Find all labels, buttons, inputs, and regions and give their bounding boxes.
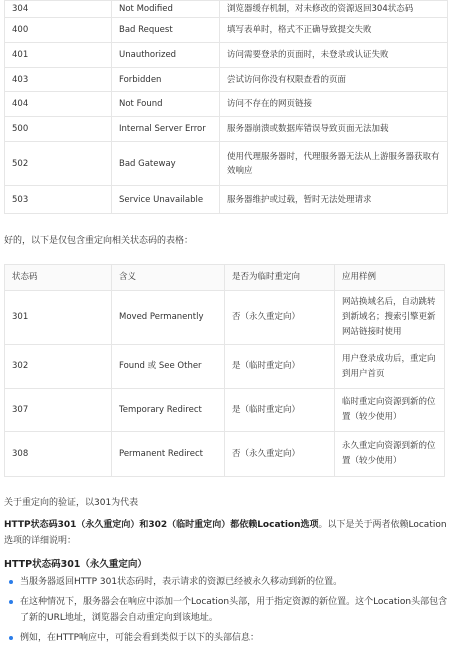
table-cell: Found 或 See Other [112,345,225,389]
paragraph-redirect-verification: 关于重定向的验证，以301为代表 [4,498,139,508]
table-cell: 302 [5,345,112,389]
table-row [5,389,445,432]
table-cell: 用户登录成功后，重定向到用户首页 [335,345,445,389]
table-cell: 503 [5,186,112,214]
table-row [5,18,448,43]
table-cell: 网站换域名后，自动跳转到新域名；搜索引擎更新网站链接时使用 [335,291,445,345]
table-row [5,142,448,186]
table-row [5,432,445,477]
table-cell: Unauthorized [112,43,220,68]
table-cell: Not Found [112,92,220,117]
column-header: 含义 [112,265,225,291]
table-cell: 是（临时重定向） [225,345,335,389]
paragraph-location-dependency [4,517,450,549]
table-cell: 访问需要登录的页面时，未登录或认证失败 [220,43,448,68]
bold-text: HTTP状态码301（永久重定向）和302（临时重定向）都依赖Location选项 [4,520,319,530]
table-cell: 502 [5,142,112,186]
status-code-table [4,0,448,214]
table-cell: 填写表单时，格式不正确导致提交失败 [220,18,448,43]
table-cell: 403 [5,68,112,92]
table-cell: 308 [5,432,112,477]
table-cell: 404 [5,92,112,117]
column-header: 是否为临时重定向 [225,265,335,291]
table-cell: 浏览器缓存机制，对未修改的资源返回304状态码 [220,1,448,18]
table-row [5,117,448,142]
table-row [5,43,448,68]
table-cell: 500 [5,117,112,142]
section-heading-301: HTTP状态码301（永久重定向） [4,559,147,570]
table-row [5,186,448,214]
table-cell: 临时重定向资源到新的位置（较少使用） [335,389,445,432]
redirect-table [4,264,445,477]
table-cell: 301 [5,291,112,345]
table-cell: Temporary Redirect [112,389,225,432]
table-cell: Not Modified [112,1,220,18]
table-cell: 否（永久重定向） [225,291,335,345]
table-row [5,1,448,18]
table-row [5,291,445,345]
table-cell: 使用代理服务器时，代理服务器无法从上游服务器获取有效响应 [220,142,448,186]
table-cell: 尝试访问你没有权限查看的页面 [220,68,448,92]
table-cell: 服务器维护或过载，暂时无法处理请求 [220,186,448,214]
table-cell: 是（临时重定向） [225,389,335,432]
paragraph-text: 。以下是关于两者依赖Location选项的详细说明： [4,520,447,546]
table-header-row [5,265,445,291]
bullet-list [4,574,450,650]
table-cell: Forbidden [112,68,220,92]
table-cell: Bad Gateway [112,142,220,186]
column-header: 状态码 [5,265,112,291]
table-cell: 304 [5,1,112,18]
table-cell: Service Unavailable [112,186,220,214]
bullet-icon [9,600,13,604]
table-cell: Internal Server Error [112,117,220,142]
table-row [5,92,448,117]
list-item [4,574,450,590]
list-item [4,594,450,626]
table-cell: Permanent Redirect [112,432,225,477]
table-cell: 访问不存在的网页链接 [220,92,448,117]
bullet-icon [9,580,13,584]
list-item-text: 在这种情况下，服务器会在响应中添加一个Location头部，用于指定资源的新位置。这个Location头部包含了新的URL地址，浏览器会自动重定向到该地址。 [20,597,448,623]
column-header: 应用样例 [335,265,445,291]
table-cell: 400 [5,18,112,43]
intro-text: 好的，以下是仅包含重定向相关状态码的表格： [4,236,194,246]
table-row [5,68,448,92]
bullet-icon [9,636,13,640]
list-item [4,630,450,646]
table-cell: 307 [5,389,112,432]
table-cell: 服务器崩溃或数据库错误导致页面无法加载 [220,117,448,142]
table-cell: 401 [5,43,112,68]
table-cell: Moved Permanently [112,291,225,345]
list-item-text: 例如，在HTTP响应中，可能会看到类似于以下的头部信息： [20,633,260,643]
table-row [5,345,445,389]
table-cell: 否（永久重定向） [225,432,335,477]
table-cell: 永久重定向资源到新的位置（较少使用） [335,432,445,477]
list-item-text: 当服务器返回HTTP 301状态码时，表示请求的资源已经被永久移动到新的位置。 [20,577,343,587]
table-cell: Bad Request [112,18,220,43]
